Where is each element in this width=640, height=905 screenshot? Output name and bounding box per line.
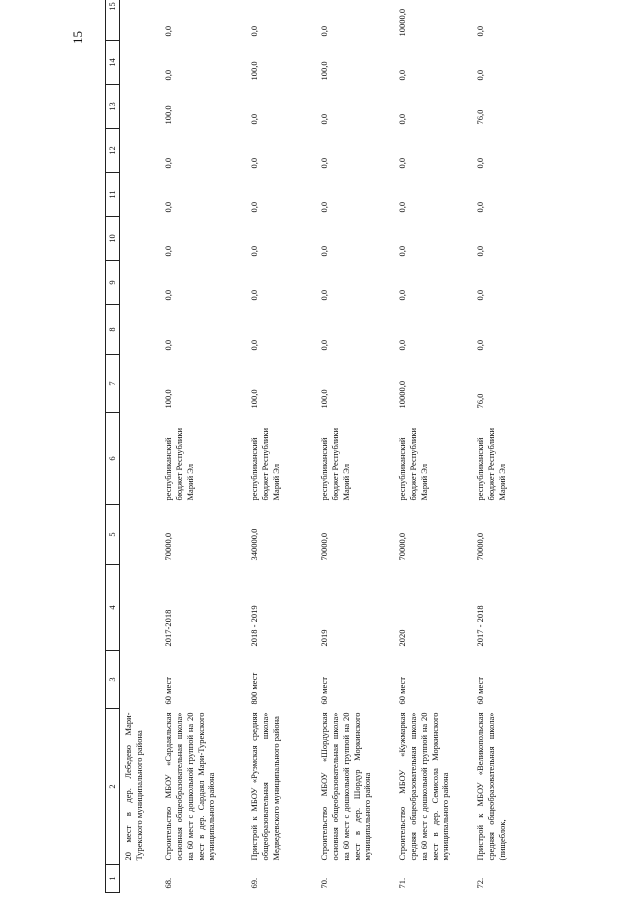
table-cell: 100,0 <box>318 389 329 409</box>
table-cell: 0,0 <box>248 339 259 351</box>
table-cell: 800 мест <box>248 672 259 705</box>
table-cell: 0,0 <box>318 25 329 37</box>
page-number: 15 <box>70 31 85 44</box>
table-cell <box>119 217 160 261</box>
table-cell: 2019 <box>318 629 329 647</box>
header-cell: 4 <box>106 565 120 651</box>
table-cell: 0,0 <box>318 245 329 257</box>
table-cell <box>119 355 160 413</box>
table-cell: республиканский бюджет Республики Марий Эл <box>162 427 195 501</box>
table-cell: 0,0 <box>474 245 485 257</box>
table-cell <box>119 651 160 709</box>
header-cell: 7 <box>106 355 120 413</box>
table-cell <box>119 85 160 129</box>
table-cell: 0,0 <box>318 201 329 213</box>
table-cell: 0,0 <box>162 339 173 351</box>
table-cell: 100,0 <box>318 61 329 81</box>
table-cell: 340000,0 <box>248 528 259 561</box>
table-cell: 0,0 <box>474 69 485 81</box>
table-cell <box>119 173 160 217</box>
object-name-cell: 20 мест в дер. Лебедево Мари-Турекского муниципального района <box>122 712 144 861</box>
table-cell: 70000,0 <box>396 532 407 561</box>
table-row <box>160 0 246 893</box>
table-row <box>119 0 160 893</box>
table-cell: 69. <box>248 877 259 889</box>
table-cell <box>119 565 160 651</box>
column-number-header <box>106 0 120 893</box>
table-cell: 0,0 <box>396 157 407 169</box>
table-cell: 0,0 <box>162 25 173 37</box>
table-cell <box>119 505 160 565</box>
table-row <box>246 0 316 893</box>
table-cell: 0,0 <box>474 339 485 351</box>
table-cell <box>119 129 160 173</box>
table-cell: 0,0 <box>248 289 259 301</box>
header-cell: 2 <box>106 709 120 865</box>
table-cell: 0,0 <box>162 289 173 301</box>
table-cell: 0,0 <box>318 157 329 169</box>
table-cell: 10000,0 <box>396 380 407 409</box>
table-cell: 2018 - 2019 <box>248 605 259 647</box>
table-cell: 10000,0 <box>396 8 407 37</box>
table-cell: 0,0 <box>474 25 485 37</box>
table-cell: 0,0 <box>162 157 173 169</box>
table-cell: 0,0 <box>396 201 407 213</box>
header-cell: 8 <box>106 305 120 355</box>
table-cell: 60 мест <box>396 677 407 705</box>
table-cell: республиканский бюджет Республики Марий Эл <box>248 427 281 501</box>
table-cell: 0,0 <box>162 69 173 81</box>
table-cell: 72. <box>474 877 485 889</box>
table-cell: 2017-2018 <box>162 609 173 647</box>
header-cell: 14 <box>106 41 120 85</box>
table-cell: 0,0 <box>248 113 259 125</box>
table-cell: 0,0 <box>396 339 407 351</box>
table-cell: 100,0 <box>162 105 173 125</box>
header-cell: 1 <box>106 865 120 893</box>
table-cell: 2017 - 2018 <box>474 605 485 647</box>
table-cell: 70000,0 <box>318 532 329 561</box>
table-cell: 100,0 <box>162 389 173 409</box>
table-cell: 100,0 <box>248 389 259 409</box>
header-cell: 6 <box>106 413 120 505</box>
table-cell: 0,0 <box>248 25 259 37</box>
program-table <box>105 0 546 893</box>
table-cell <box>119 413 160 505</box>
table-cell: 0,0 <box>474 201 485 213</box>
table-cell: 70000,0 <box>474 532 485 561</box>
object-name-cell: Строительство МБОУ «Сардаяльская основная общеобразовательная школа» на 60 мест с дошкольной группой на 20 мест в дер. Сардаял Мари-Турекского муниципального района <box>162 712 217 861</box>
table-cell: 0,0 <box>396 245 407 257</box>
table-cell: 68. <box>162 877 173 889</box>
header-cell: 3 <box>106 651 120 709</box>
table-cell: республиканский бюджет Республики Марий Эл <box>474 427 507 501</box>
table-cell: 0,0 <box>396 289 407 301</box>
table-cell: 60 мест <box>474 677 485 705</box>
object-name-cell: Строительство МБОУ «Кужмаркая средняя общеобразовательная школа» на 60 мест с дошкольной группой на 20 мест в дер. Семисола Моркинского муниципального района <box>396 712 451 861</box>
table-cell <box>119 0 160 41</box>
header-cell: 5 <box>106 505 120 565</box>
table-cell: 76,0 <box>474 393 485 409</box>
table-cell: 2020 <box>396 629 407 647</box>
table-cell: 0,0 <box>396 69 407 81</box>
table-row <box>316 0 394 893</box>
table-cell: 0,0 <box>318 113 329 125</box>
table-row <box>394 0 472 893</box>
table-cell: 0,0 <box>318 289 329 301</box>
table-cell: 0,0 <box>474 289 485 301</box>
header-cell: 13 <box>106 85 120 129</box>
table-cell <box>119 41 160 85</box>
header-cell: 11 <box>106 173 120 217</box>
table-cell: 60 мест <box>318 677 329 705</box>
table-cell: 76,0 <box>474 109 485 125</box>
object-name-cell: Пристрой к МБОУ «Великопольская средняя общеобразовательная школа» (пищеблок, <box>474 712 507 861</box>
table-cell: 100,0 <box>248 61 259 81</box>
table-cell: 0,0 <box>474 157 485 169</box>
table-cell: 0,0 <box>396 113 407 125</box>
rotated-table-page <box>105 2 605 893</box>
table-cell: 0,0 <box>162 245 173 257</box>
table-cell: 70000,0 <box>162 532 173 561</box>
table-cell <box>119 305 160 355</box>
header-cell: 12 <box>106 129 120 173</box>
table-cell <box>119 865 160 893</box>
table-cell: 71. <box>396 877 407 889</box>
table-cell: 0,0 <box>248 157 259 169</box>
table-cell: 0,0 <box>318 339 329 351</box>
header-cell: 9 <box>106 261 120 305</box>
object-name-cell: Строительство МБОУ «Шордурская основная общеобразовательная школа» на 60 мест с дошкольной группой на 20 мест в дер. Шордур Моркинского муниципального района <box>318 712 373 861</box>
header-cell: 10 <box>106 217 120 261</box>
table-cell: 0,0 <box>248 201 259 213</box>
table-cell: 70. <box>318 877 329 889</box>
header-cell: 15 <box>106 0 120 41</box>
table-row <box>472 0 546 893</box>
table-cell <box>119 261 160 305</box>
table-cell: республиканский бюджет Республики Марий Эл <box>318 427 351 501</box>
table-cell: 0,0 <box>248 245 259 257</box>
object-name-cell: Пристрой к МБОУ «Руэмская средняя общеобразовательная школа» Медведевского муниципального района <box>248 712 281 861</box>
table-cell: 60 мест <box>162 677 173 705</box>
table-cell: республиканский бюджет Республики Марий Эл <box>396 427 429 501</box>
table-cell: 0,0 <box>162 201 173 213</box>
